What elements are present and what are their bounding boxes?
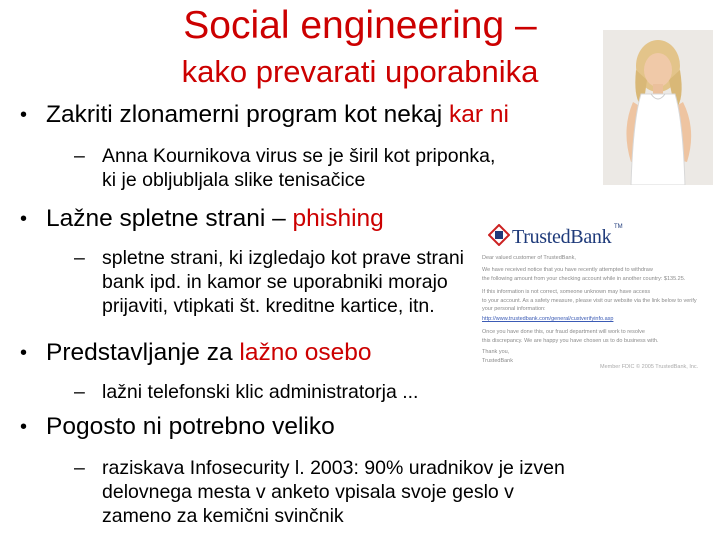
email-paragraph-2 [482, 288, 697, 314]
email-line: this discrepancy. We are happy you have chosen us to do business with. [482, 337, 659, 344]
title-line-1: Social engineering – [183, 4, 537, 47]
sub-line: Anna Kournikova virus se je širil kot priponka, [102, 145, 496, 167]
email-line: to your account. As a safety measure, please visit our website via the link below to verify [482, 297, 697, 304]
bullet-dot-icon: • [20, 342, 28, 364]
tennis-player-photo [603, 30, 713, 185]
dash-icon: – [74, 247, 85, 269]
dash-icon: – [74, 381, 85, 403]
email-footer: Member FDIC © 2005 TrustedBank, Inc. [600, 364, 699, 370]
sub-bullet-3 [74, 380, 419, 404]
bullet-dot-icon: • [20, 416, 28, 438]
bullet-text: Predstavljanje za [46, 339, 240, 366]
sub-bullet-4 [74, 456, 565, 528]
bank-logo-text: TrustedBank [512, 226, 612, 248]
bullet-text: Zakriti zlonamerni program kot nekaj [46, 101, 450, 128]
phishing-email-sample [480, 212, 712, 372]
tennis-player-illustration [603, 30, 713, 185]
sub-line: raziskava Infosecurity l. 2003: 90% uradnikov je izven [102, 457, 565, 479]
bullet-highlight: kar ni [449, 101, 509, 128]
email-line: Once you have done this, our fraud department will work to resolve [482, 329, 645, 335]
bullet-dot-icon: • [20, 104, 28, 126]
bullet-highlight: lažno osebo [239, 339, 372, 366]
email-line: the following amount from your checking account while in another country: $135.25. [482, 275, 686, 282]
sub-line: delovnega mesta v anketo vpisala svoje geslo v [102, 481, 514, 503]
sub-line: zameno za kemični svinčnik [102, 505, 344, 527]
bullet-highlight: phishing [292, 205, 384, 232]
email-greeting: Dear valued customer of TrustedBank, [482, 255, 576, 261]
email-line: TrustedBank [482, 357, 513, 364]
email-line: If this information is not correct, someone unknown may have access [482, 289, 651, 295]
phishing-link[interactable]: http://www.trustedbank.com/general/custverifyinfo.asp [482, 316, 614, 322]
title-line-2: kako prevarati uporabnika [181, 54, 539, 89]
sub-bullet-1 [74, 144, 496, 192]
email-line: Thank you, [482, 349, 510, 355]
dash-icon: – [74, 457, 85, 479]
bank-logo-icon [488, 224, 510, 246]
bullet-dot-icon: • [20, 208, 28, 230]
bullet-4 [20, 412, 335, 442]
email-paragraph-1 [482, 266, 685, 283]
trademark-mark: TM [614, 224, 623, 230]
bullet-3 [20, 338, 372, 368]
email-line: We have received notice that you have recently attempted to withdraw [482, 267, 653, 273]
email-paragraph-3 [482, 328, 659, 345]
sub-line: spletne strani, ki izgledajo kot prave strani [102, 247, 465, 269]
bullet-1 [20, 100, 509, 130]
sub-line: bank ipd. in kamor se uporabniki morajo [102, 271, 448, 293]
sub-line: ki je obljubljala slike tenisačice [102, 169, 366, 191]
bullet-text: Lažne spletne strani – [46, 205, 293, 232]
bullet-text: Pogosto ni potrebno veliko [46, 413, 335, 440]
sub-bullet-2 [74, 246, 465, 318]
email-line: your personal information: [482, 306, 546, 312]
dash-icon: – [74, 145, 85, 167]
email-closing [482, 348, 513, 365]
bullet-2 [20, 204, 384, 234]
sub-line: lažni telefonski klic administratorja ... [102, 381, 419, 403]
sub-line: prijaviti, vtipkati št. kreditne kartice, itn. [102, 295, 435, 317]
